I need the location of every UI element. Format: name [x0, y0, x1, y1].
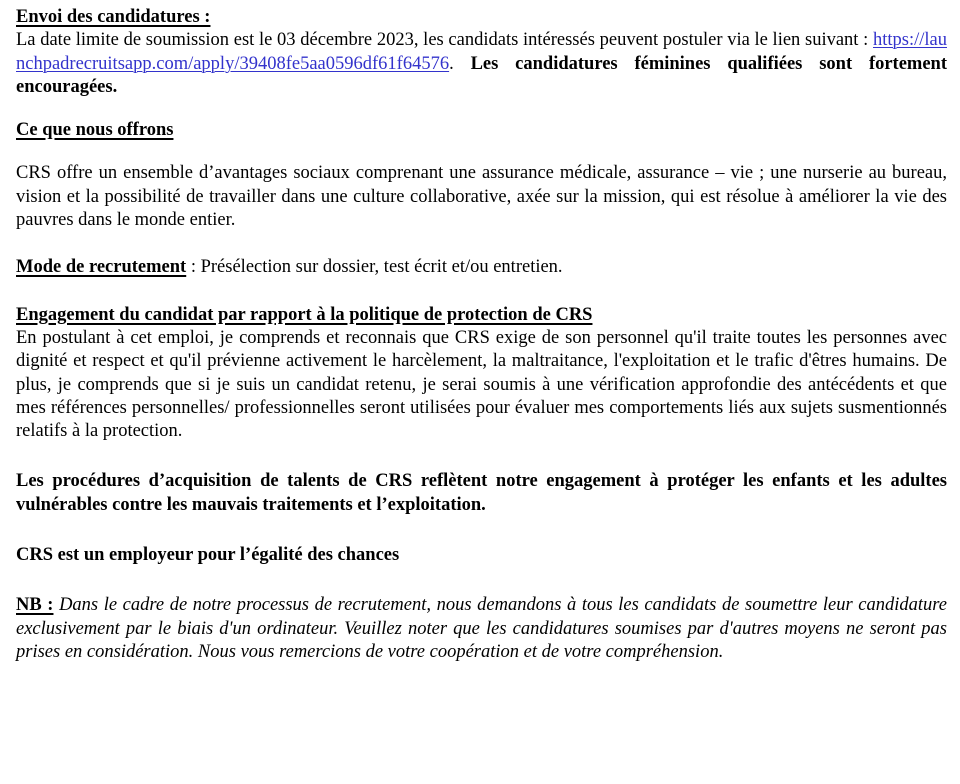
spacer-after-employeur — [16, 567, 947, 594]
heading-ce-que-nous-offrons — [16, 119, 947, 142]
paragraph-procedures-acquisition: Les procédures d’acquisition de talents de CRS reflètent notre engagement à protéger les enfants et les adultes vulnérables contre les mauvais traitements et l’exploitation. — [16, 471, 947, 515]
heading-mode-de-recrutement: Mode de recrutement — [16, 257, 187, 278]
paragraph-employeur-egalite-chances: CRS est un employeur pour l’égalité des chances — [16, 545, 400, 566]
mode-de-recrutement-value: Présélection sur dossier, test écrit et/ou entretien. — [200, 257, 563, 278]
paragraph-envoi-part2: . — [449, 53, 471, 74]
paragraph-offrons: CRS offre un ensemble d’avantages sociaux comprenant une assurance médicale, assurance – vie ; une nurserie au bureau, vision et la possibilité de travailler dans une culture collaborative, axée sur la mission, qui est résolue à améliorer la vie des pauvres dans le monde entier. — [16, 163, 947, 231]
spacer-after-procedures — [16, 517, 947, 544]
paragraph-envoi — [16, 29, 947, 99]
paragraph-engagement: En postulant à cet emploi, je comprends et reconnais que CRS exige de son personnel qu'il traite toutes les personnes avec dignité et respect et qu'il prévienne activement le harcèlement, la maltraitance, l'exploitation et le trafic d'êtres humains. De plus, je comprends que si je suis un candidat retenu, je serai soumis à une vérification approfondie des antécédents et que mes références personnelles/ professionnelles seront utilisées pour évaluer mes comportements liés aux sujets susmentionnés relatifs à la protection. — [16, 327, 947, 442]
heading-offrons-text: Ce que nous offrons — [16, 120, 174, 141]
spacer-after-engagement — [16, 443, 947, 470]
heading-envoi-text: Envoi des candidatures : — [16, 7, 211, 27]
document-body — [16, 6, 947, 664]
nb-label: NB : — [16, 595, 54, 616]
paragraph-nb — [16, 594, 947, 664]
line-mode-de-recrutement — [16, 256, 947, 279]
spacer-after-offrons-heading — [16, 142, 947, 162]
heading-envoi-des-candidatures — [16, 6, 947, 29]
application-link[interactable]: https://launchpadrecruitsapp.com/apply/39408fe5aa0596df61f64576 — [16, 30, 947, 74]
mode-de-recrutement-separator: : — [186, 257, 201, 278]
paragraph-envoi-bold-tail: Les candidatures féminines qualifiées sont fortement encouragées. — [16, 53, 948, 97]
spacer-after-offrons-paragraph — [16, 232, 947, 256]
heading-engagement-du-candidat — [16, 304, 947, 327]
nb-text: Dans le cadre de notre processus de recrutement, nous demandons à tous les candidats de soumettre leur candidature exclusivement par le biais d'un ordinateur. Veuillez noter que les candidatures soumises par d'autres moyens ne seront pas prises en considération. Nous vous remercions de votre coopération et de votre compréhension. — [16, 595, 947, 662]
paragraph-envoi-part1: La date limite de soumission est le 03 décembre 2023, les candidats intéressés peuvent postuler via le lien suivant : — [16, 30, 873, 51]
spacer-after-mode-de-recrutement — [16, 280, 947, 304]
spacer-after-envoi — [16, 99, 947, 119]
heading-engagement-text: Engagement du candidat par rapport à la politique de protection de CRS — [16, 304, 593, 325]
